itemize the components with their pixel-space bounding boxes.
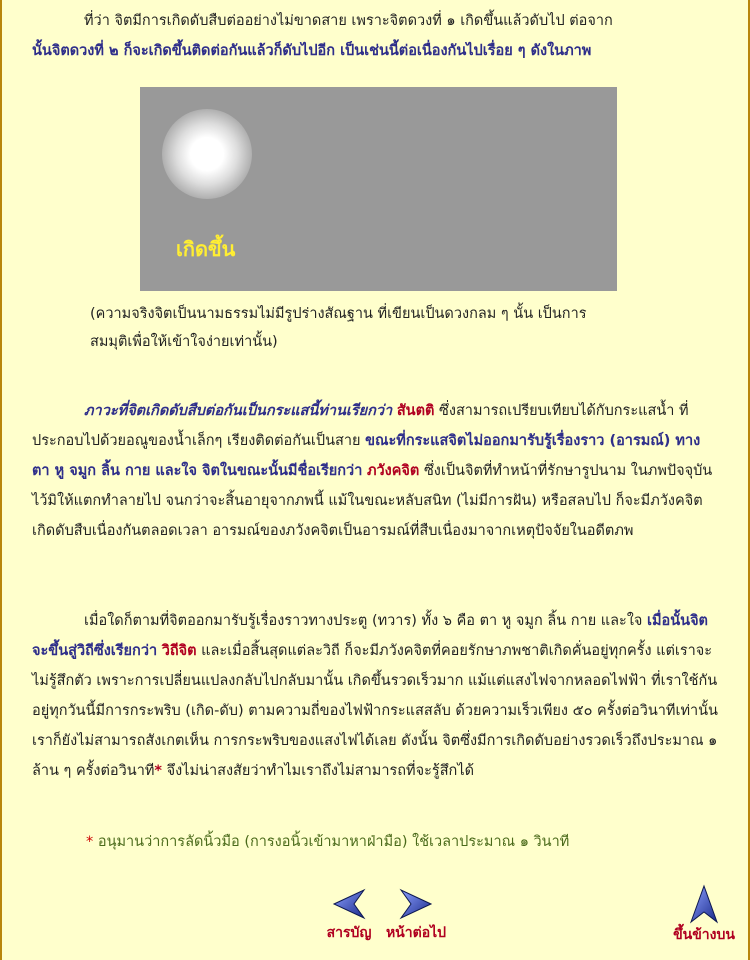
bhavanga-text: ซึ่งเป็นจิตที่ทำหน้าที่รักษารูปนาม ในภพปัจจุบันไว้มิให้แตกทำลายไป จนกว่าจะสิ้นอายุจากภพนี้ แม้ในขณะหลับสนิท (ไม่มีการฝัน) หรือสลบไป ก็จะมีภวังคจิต เกิดดับสืบเนื่องกันตลอดเวลา อารมณ์ของภวังคจิตเป็นอารมณ์ที่สืบเนื่องมาจากเหตุปัจจัยในอดีตภพ [32, 463, 713, 539]
bhavanga-lead: ขณะที่กระแสจิตไม่ออกมารับรู้เรื่องราว (อารมณ์) ทาง ตา หู จมูก ลิ้น กาย และใจ จิตในขณะนั้นมีชื่อเรียกว่า [32, 433, 701, 479]
back-to-top-link[interactable] [666, 884, 742, 946]
next-page-label: หน้าต่อไป [385, 925, 447, 941]
footnote-marker: * [154, 763, 162, 779]
footnote-text: อนุมานว่าการลัดนิ้วมือ (การงอนิ้วเข้ามาหาฝ่ามือ) ใช้เวลาประมาณ ๑ วินาที [97, 834, 570, 850]
santati-paragraph [32, 396, 722, 546]
caption-line-2: สมมุติเพื่อให้เข้าใจง่ายเท่านั้น) [90, 334, 278, 350]
arising-illustration [140, 87, 617, 291]
back-to-top-label: ขึ้นข้างบน [673, 927, 735, 943]
arrow-up-icon [689, 884, 719, 924]
intro-paragraph [32, 6, 722, 66]
vithi-intro: เมื่อใดก็ตามที่จิตออกมารับรู้เรื่องราวทางประตู (ทวาร) ทั้ง ๖ คือ ตา หู จมูก ลิ้น กาย และใจ [84, 613, 643, 629]
vithi-text: และเมื่อสิ้นสุดแต่ละวิถี ก็จะมีภวังคจิตที่คอยรักษาภพชาติเกิดคั่นอยู่ทุกครั้ง แต่เราจะไม่รู้สึกตัว เพราะการเปลี่ยนแปลงกลับไปกลับมานั้น เกิดขึ้นรวดเร็วมาก แม้แต่แสงไฟจากหลอดไฟฟ้า ที่เราใช้กันอยู่ทุกวันนี้มีการกระพริบ (เกิด-ดับ) ตามความถี่ของไฟฟ้ากระแสสลับ ด้วยความเร็วเพียง ๕๐ ครั้งต่อวินาทีเท่านั้น เราก็ยังไม่สามารถสังเกตเห็น การกระพริบของแสงไฟได้เลย ดังนั้น จิตซึ่งมีการเกิดดับอย่างรวดเร็วถึงประมาณ ๑ ล้าน ๆ ครั้งต่อวินาที [32, 643, 718, 779]
term-santati: สันตติ [396, 403, 435, 419]
intro-line-2: นั้นจิตดวงที่ ๒ ก็จะเกิดขึ้นติดต่อกันแล้วก็ดับไปอีก เป็นเช่นนี้ต่อเนื่องกันไปเรื่อย ๆ ดังในภาพ [32, 43, 592, 59]
arrow-right-icon [399, 886, 433, 922]
vithi-conclusion: จึงไม่น่าสงสัยว่าทำไมเราถึงไม่สามารถที่จะรู้สึกได้ [166, 763, 475, 779]
santati-lead: ภาวะที่จิตเกิดดับสืบต่อกันเป็นกระแสนี้ท่านเรียกว่า [84, 403, 393, 419]
intro-line-1: ที่ว่า จิตมีการเกิดดับสืบต่ออย่างไม่ขาดสาย เพราะจิตดวงที่ ๑ เกิดขึ้นแล้วดับไป ต่อจาก [84, 13, 613, 29]
figure-label: เกิดขึ้น [176, 237, 236, 261]
figure-caption [90, 300, 650, 356]
caption-line-1: (ความจริงจิตเป็นนามธรรมไม่มีรูปร่างสัณฐาน ที่เขียนเป็นดวงกลม ๆ นั้น เป็นการ [90, 306, 587, 322]
vithi-paragraph [32, 606, 722, 786]
term-vithi: วิถีจิต [161, 643, 197, 659]
footnote [86, 828, 569, 856]
toc-link[interactable] [320, 886, 378, 944]
next-page-link[interactable] [380, 886, 452, 944]
footnote-star: * [86, 834, 94, 850]
arrow-left-icon [332, 886, 366, 922]
santati-text: ซึ่งสามารถเปรียบเทียบได้กับกระแสน้ำ ที่ประกอบไปด้วยอณูของน้ำเล็กๆ เรียงติดต่อกันเป็นสาย [32, 403, 689, 449]
toc-label: สารบัญ [326, 925, 372, 941]
term-bhavanga: ภวังคจิต [366, 463, 420, 479]
mind-sphere [162, 109, 252, 199]
vithi-lead: เมื่อนั้นจิตจะขึ้นสู่วิถีซึ่งเรียกว่า [32, 613, 708, 659]
